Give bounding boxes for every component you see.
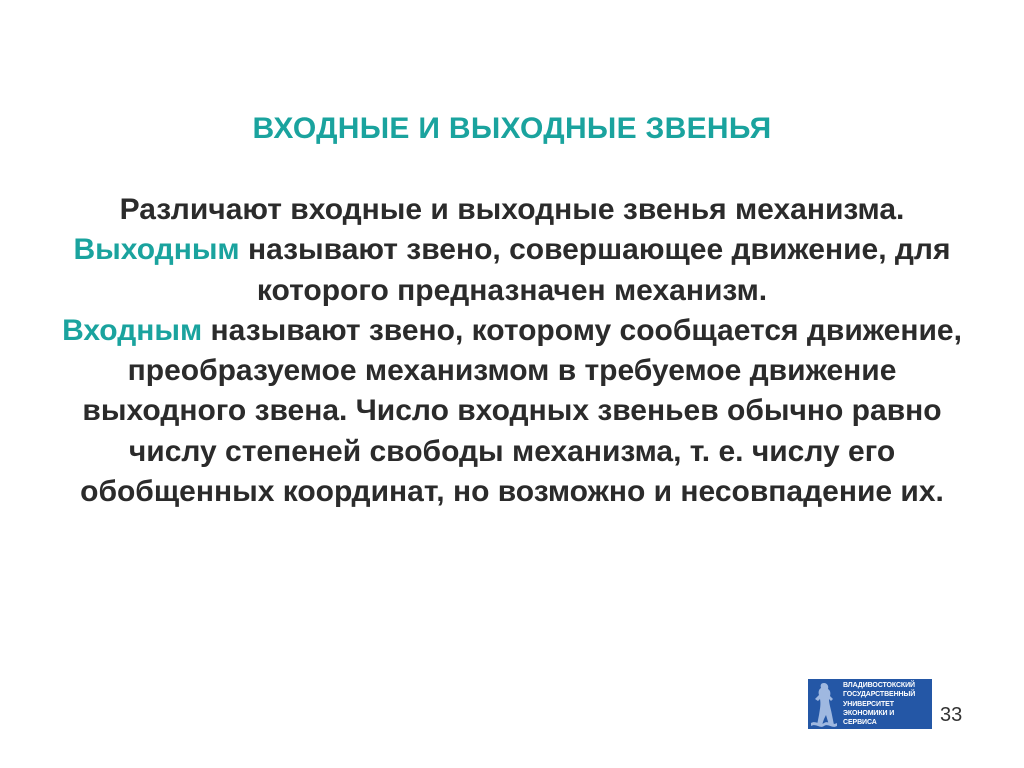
body-sentence-3: называют звено, которому сообщается движение, преобразуемое механизмом в требуемое движение выходного звена. Число входных звеньев обычно равно числу степеней свободы механизма, т. е. числу его обобщенных координат, но возможно и несовпадение их. <box>80 313 962 509</box>
slide-body <box>50 190 974 512</box>
logo-line: СЕРВИСА <box>843 719 877 726</box>
logo-line: ВЛАДИВОСТОКСКИЙ <box>843 682 915 689</box>
body-sentence-1: Различают входные и выходные звенья механизма. <box>119 193 905 226</box>
slide-title: ВХОДНЫЕ И ВЫХОДНЫЕ ЗВЕНЬЯ <box>252 112 772 145</box>
highlight-output-term: Выходным <box>73 233 240 267</box>
logo-line: ГОСУДАРСТВЕННЫЙ <box>843 691 916 699</box>
university-emblem-icon <box>808 679 840 729</box>
logo-line: ЭКОНОМИКИ И <box>843 709 895 717</box>
page-number: 33 <box>940 704 963 726</box>
logo-text <box>840 679 932 729</box>
university-logo <box>808 679 932 729</box>
body-sentence-2: называют звено, совершающее движение, для которого предназначен механизм. <box>239 233 951 307</box>
highlight-input-term: Входным <box>62 313 203 347</box>
logo-line: УНИВЕРСИТЕТ <box>843 700 894 708</box>
